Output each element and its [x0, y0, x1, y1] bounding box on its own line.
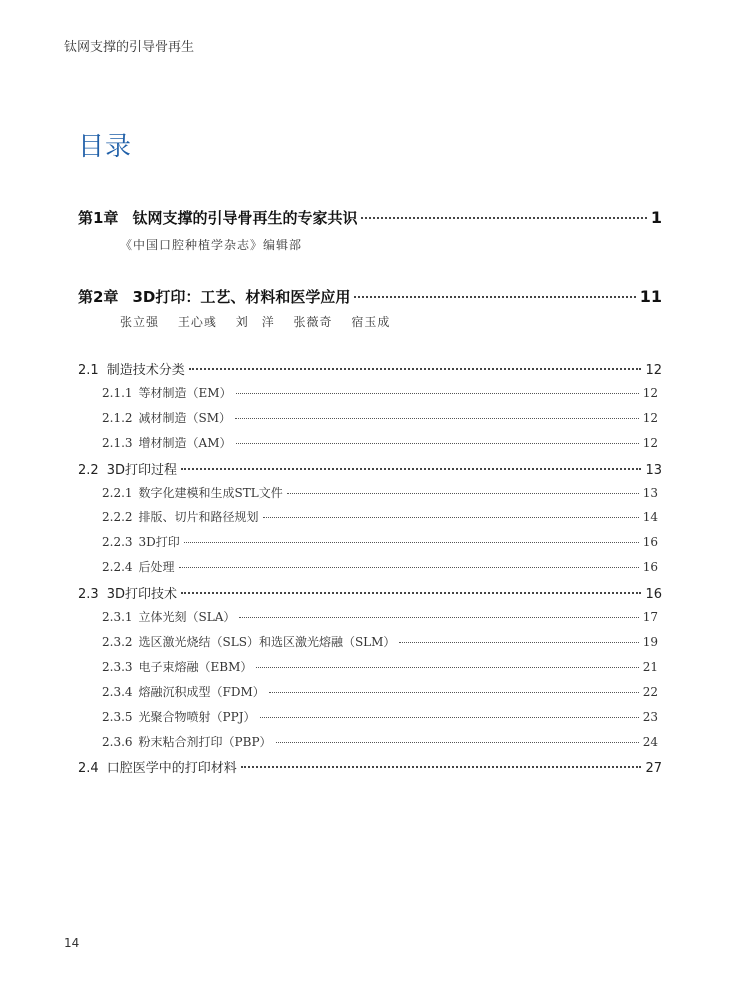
chapter-label: [78, 207, 357, 228]
author: 张薇奇: [293, 315, 333, 329]
author: 刘 洋: [235, 315, 275, 329]
dot-leader: [184, 542, 639, 543]
toc-subsection[interactable]: [102, 658, 658, 675]
entry-page: 21: [642, 660, 658, 674]
entry-title: 立体光刻（SLA）: [138, 610, 236, 624]
entry-number: 2.2: [78, 463, 99, 478]
entry-title: 等材制造（EM）: [138, 386, 232, 400]
entry-page: 12: [642, 436, 658, 450]
entry-title: 电子束熔融（EBM）: [138, 660, 253, 674]
entry-label: [78, 583, 177, 602]
entry-number: 2.3.1: [102, 610, 133, 624]
entry-page: 12: [642, 411, 658, 425]
entry-title: 减材制造（SM）: [138, 411, 232, 425]
author: 《中国口腔种植学杂志》编辑部: [120, 238, 303, 252]
toc-section[interactable]: [78, 757, 662, 776]
entry-title: 制造技术分类: [106, 363, 185, 378]
entry-number: 2.3.2: [102, 635, 133, 649]
toc-section[interactable]: [78, 459, 662, 478]
entry-page: 17: [642, 610, 658, 624]
entry-label: [102, 508, 259, 525]
author: 王心彧: [177, 315, 217, 329]
entry-label: [102, 608, 235, 625]
dot-leader: [354, 296, 635, 298]
entry-number: 2.3.4: [102, 685, 133, 699]
page-number: 14: [64, 936, 80, 950]
toc-subsection[interactable]: [102, 533, 658, 550]
entry-page: 13: [642, 486, 658, 500]
entry-page: 16: [642, 560, 658, 574]
toc-subsection[interactable]: [102, 608, 658, 625]
entry-number: 2.1: [78, 363, 99, 378]
dot-leader: [269, 692, 639, 693]
entry-number: 2.1.1: [102, 386, 133, 400]
entry-title: 数字化建模和生成STL文件: [138, 486, 283, 500]
entry-number: 2.3: [78, 587, 99, 602]
toc-subsection[interactable]: [102, 708, 658, 725]
entry-page: 24: [642, 735, 658, 749]
toc-section[interactable]: [78, 583, 662, 602]
chapter-page: 11: [639, 287, 662, 306]
dot-leader: [399, 642, 638, 643]
author: 张立强: [120, 315, 160, 329]
entry-label: [102, 409, 231, 426]
entry-number: 2.1.2: [102, 411, 133, 425]
dot-leader: [241, 766, 642, 768]
entry-page: 13: [645, 463, 662, 478]
chapter-title: 钛网支撑的引导骨再生的专家共识: [132, 209, 358, 227]
entry-title: 选区激光烧结（SLS）和选区激光熔融（SLM）: [138, 635, 396, 649]
dot-leader: [179, 567, 639, 568]
entry-page: 14: [642, 510, 658, 524]
toc-chapter-1[interactable]: [78, 207, 662, 228]
entry-number: 2.1.3: [102, 436, 133, 450]
entry-title: 3D打印技术: [106, 587, 177, 602]
entry-number: 2.2.3: [102, 535, 133, 549]
dot-leader: [239, 617, 638, 618]
entry-page: 12: [645, 363, 662, 378]
entry-label: [102, 533, 180, 550]
dot-leader: [236, 393, 639, 394]
entry-title: 粉末粘合剂打印（PBP）: [138, 735, 272, 749]
entry-title: 后处理: [138, 560, 175, 574]
toc-subsection[interactable]: [102, 434, 658, 451]
toc-chapter-2[interactable]: [78, 286, 662, 307]
entry-page: 16: [642, 535, 658, 549]
dot-leader: [361, 217, 646, 219]
entry-label: [102, 683, 265, 700]
entry-label: [102, 658, 252, 675]
toc-subsection[interactable]: [102, 683, 658, 700]
toc-subsection[interactable]: [102, 384, 658, 401]
entry-title: 熔融沉积成型（FDM）: [138, 685, 265, 699]
entry-label: [102, 434, 232, 451]
entry-page: 12: [642, 386, 658, 400]
entry-number: 2.3.5: [102, 710, 133, 724]
dot-leader: [287, 493, 639, 494]
chapter-number: 第1章: [78, 209, 119, 227]
dot-leader: [235, 418, 639, 419]
entry-number: 2.4: [78, 761, 99, 776]
running-head: 钛网支撑的引导骨再生: [64, 40, 195, 55]
entry-number: 2.2.2: [102, 510, 133, 524]
chapter-label: [78, 286, 350, 307]
dot-leader: [263, 517, 639, 518]
author: 宿玉成: [351, 315, 391, 329]
dot-leader: [189, 368, 642, 370]
toc-title: 目录: [78, 132, 133, 162]
dot-leader: [181, 592, 641, 594]
toc-subsection[interactable]: [102, 484, 658, 501]
toc-subsection[interactable]: [102, 508, 658, 525]
entry-page: 19: [642, 635, 658, 649]
toc-section[interactable]: [78, 359, 662, 378]
entry-title: 3D打印: [138, 535, 180, 549]
entry-label: [78, 757, 237, 776]
dot-leader: [260, 717, 639, 718]
chapter-authors: [120, 236, 316, 253]
toc-subsection[interactable]: [102, 633, 658, 650]
toc-subsection[interactable]: [102, 558, 658, 575]
dot-leader: [181, 468, 641, 470]
entry-title: 光聚合物喷射（PPJ）: [138, 710, 256, 724]
entry-number: 2.2.1: [102, 486, 133, 500]
entry-label: [78, 459, 177, 478]
chapter-page: 1: [650, 208, 662, 227]
entry-label: [102, 484, 283, 501]
entry-page: 27: [645, 761, 662, 776]
entry-label: [102, 384, 232, 401]
entry-number: 2.2.4: [102, 560, 133, 574]
dot-leader: [256, 667, 638, 668]
chapter-number: 第2章: [78, 288, 119, 306]
toc-subsection[interactable]: [102, 409, 658, 426]
dot-leader: [236, 443, 639, 444]
dot-leader: [276, 742, 639, 743]
entry-number: 2.3.6: [102, 735, 133, 749]
entry-title: 增材制造（AM）: [138, 436, 232, 450]
entry-number: 2.3.3: [102, 660, 133, 674]
chapter-authors: [120, 313, 404, 330]
entry-title: 3D打印过程: [106, 463, 177, 478]
entry-page: 16: [645, 587, 662, 602]
chapter-title: 3D打印：工艺、材料和医学应用: [132, 288, 351, 306]
entry-title: 排版、切片和路径规划: [138, 510, 259, 524]
entry-label: [102, 558, 175, 575]
entry-title: 口腔医学中的打印材料: [106, 761, 237, 776]
entry-label: [78, 359, 185, 378]
entry-label: [102, 633, 395, 650]
entry-label: [102, 733, 272, 750]
entry-page: 22: [642, 685, 658, 699]
toc-subsection[interactable]: [102, 733, 658, 750]
entry-page: 23: [642, 710, 658, 724]
entry-label: [102, 708, 256, 725]
